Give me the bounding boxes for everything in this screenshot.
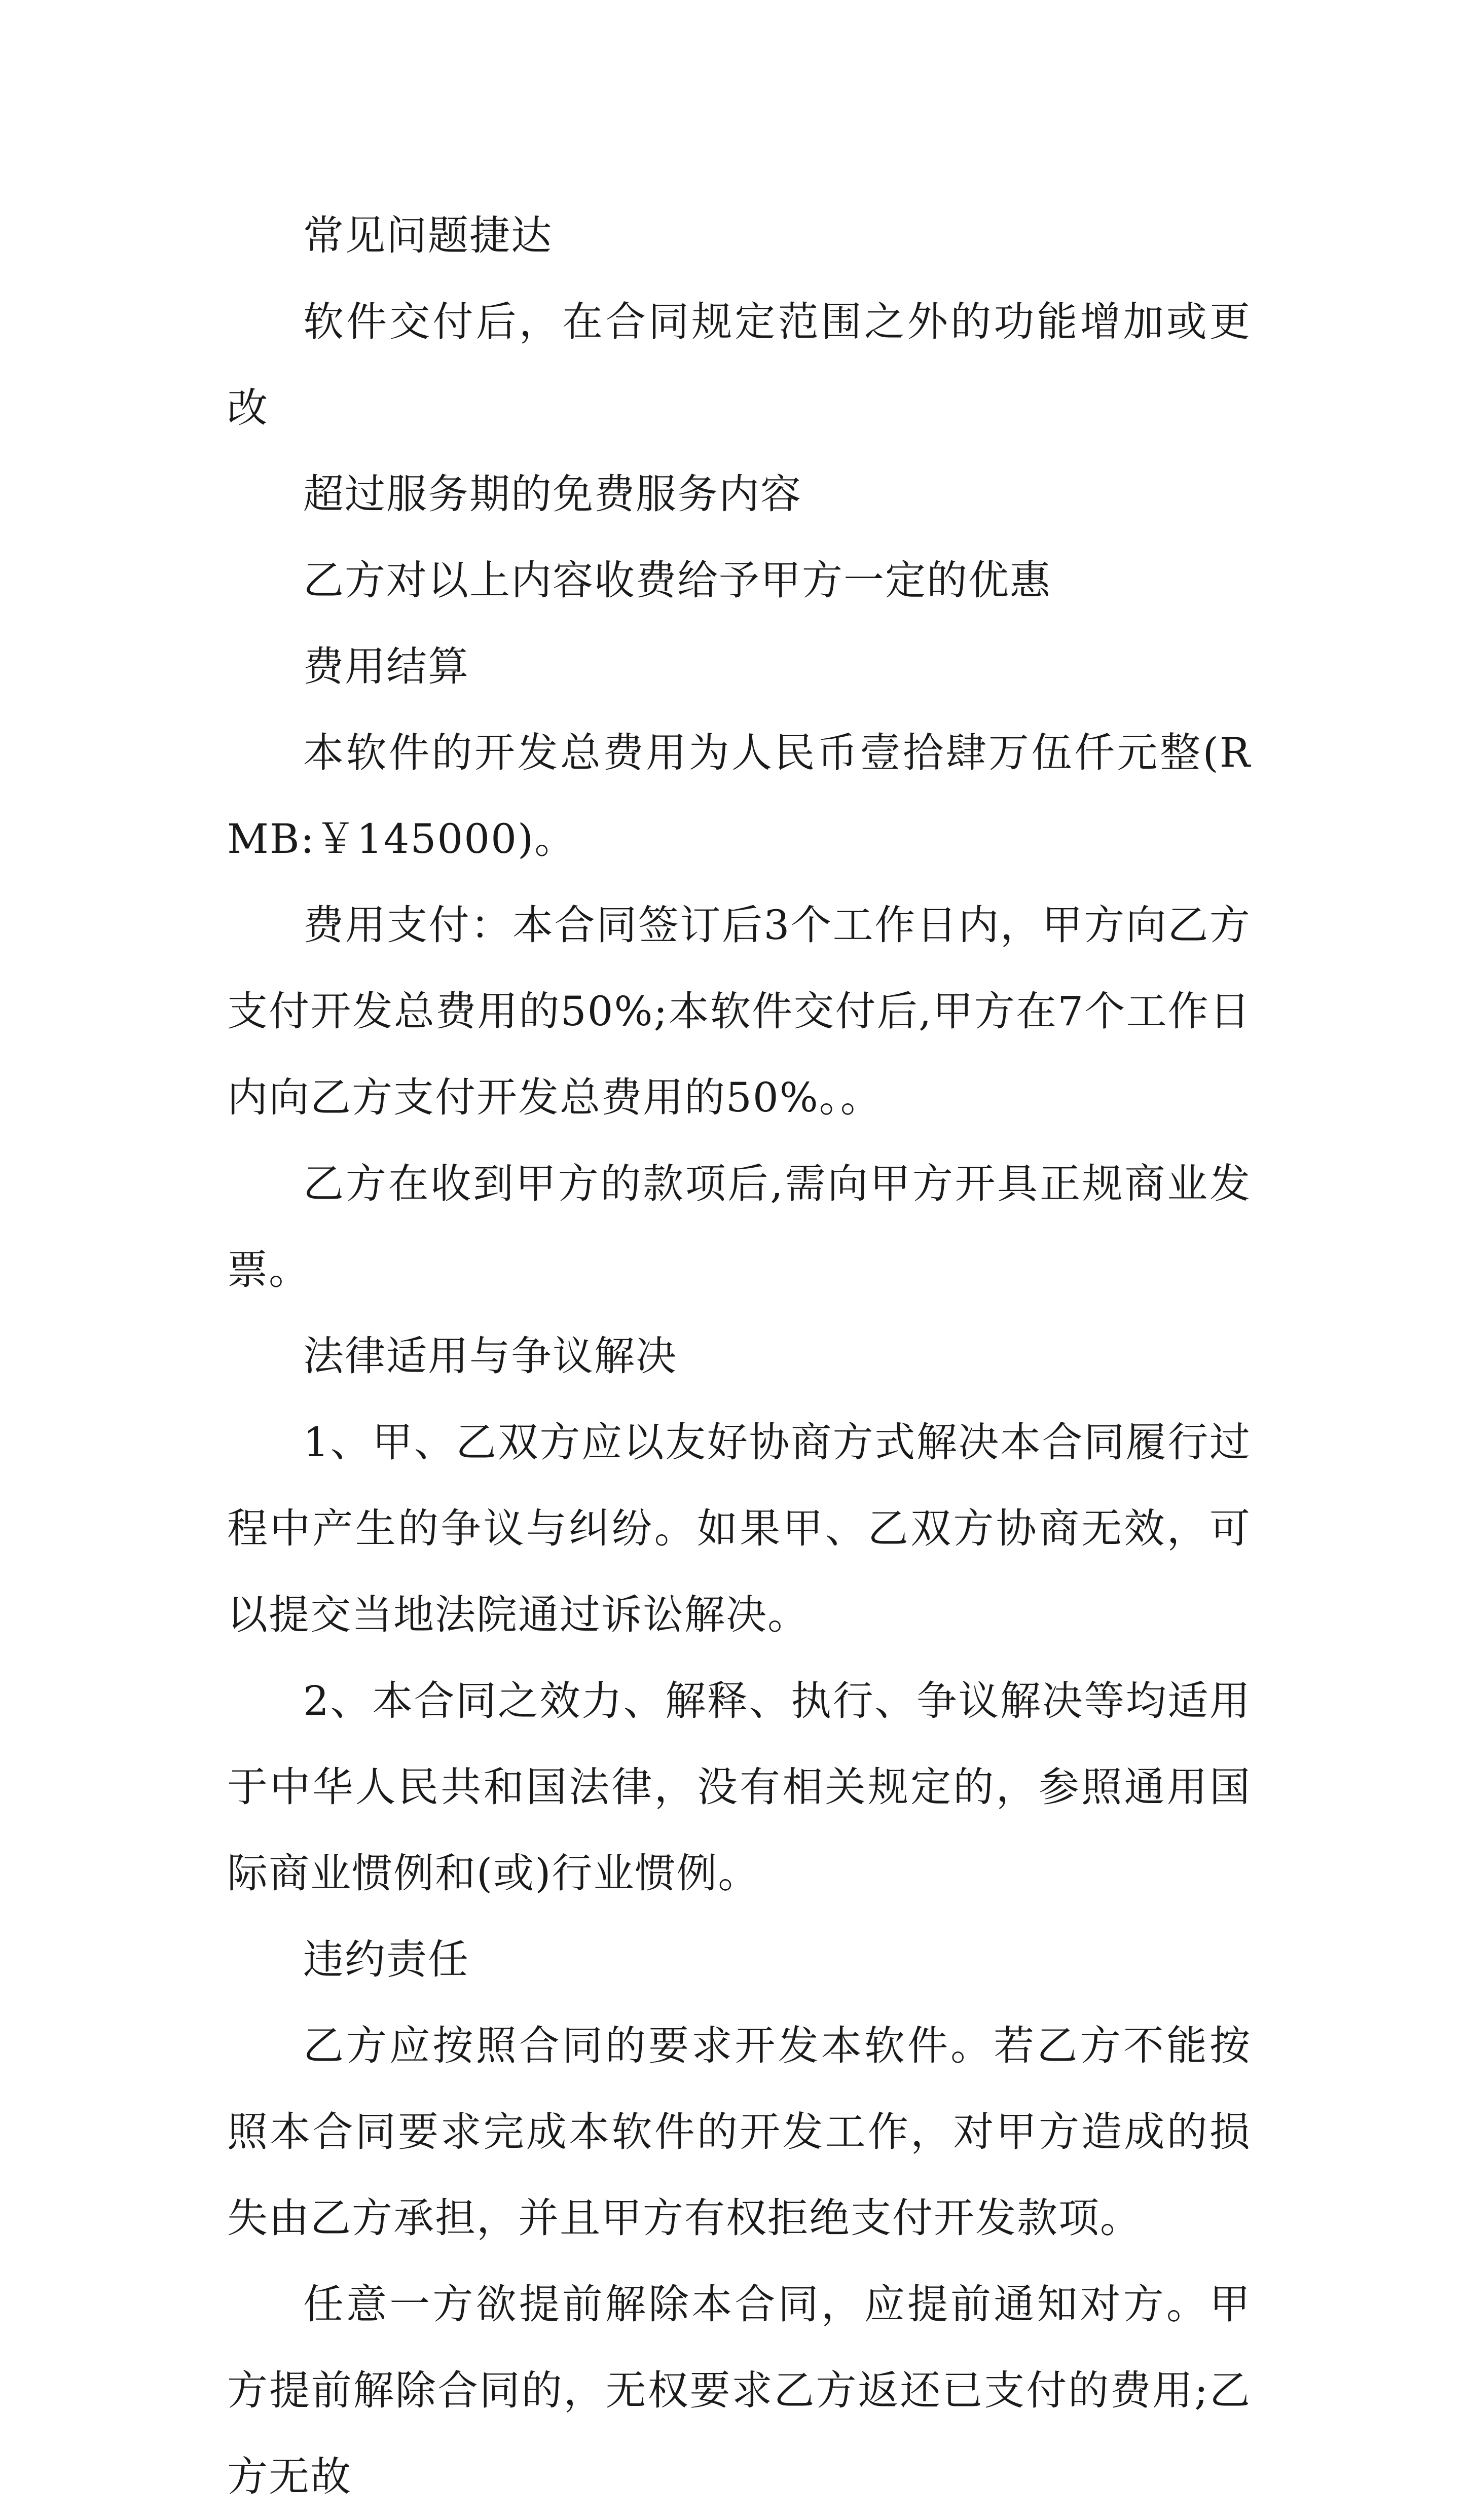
document-body bbox=[227, 193, 1251, 2520]
paragraph-free-service: 超过服务期的免费服务内容 bbox=[303, 471, 802, 518]
section-heading-breach: 违约责任 bbox=[303, 1936, 469, 1983]
paragraph-discount: 乙方对以上内容收费给予甲方一定的优惠 bbox=[303, 557, 1051, 604]
paragraph-dispute-2: 2、本合同之效力、解释、执行、争议解决等均适用于中华人民共和国法律，没有相关规定的，参照通用国际商业惯例和(或)行业惯例。 bbox=[227, 1677, 1251, 1897]
paragraph-feature-change: 软件交付后，在合同规定范围之外的功能增加或更改 bbox=[227, 298, 1251, 431]
paragraph-termination: 任意一方欲提前解除本合同，应提前通知对方。甲方提前解除合同的，无权要求乙方返还已支付的费用;乙方无故 bbox=[227, 2281, 1251, 2500]
section-heading-settlement: 费用结算 bbox=[303, 643, 469, 690]
paragraph-invoice: 乙方在收到甲方的款项后,需向甲方开具正规商业发票。 bbox=[227, 1160, 1251, 1293]
paragraph-breach-1: 乙方应按照合同的要求开发本软件。若乙方不能按照本合同要求完成本软件的开发工作，对甲方造成的损失由乙方承担，并且甲方有权拒绝支付开发款项。 bbox=[227, 2022, 1251, 2242]
paragraph-payment: 费用支付：本合同签订后3个工作日内，甲方向乙方支付开发总费用的50%;本软件交付后,甲方在7个工作日内向乙方支付开发总费用的50%。。 bbox=[227, 902, 1251, 1121]
paragraph-dispute-1: 1、甲、乙双方应以友好协商方式解决本合同履行过程中产生的争议与纠纷。如果甲、乙双方协商无效，可以提交当地法院通过诉讼解决。 bbox=[227, 1419, 1251, 1638]
section-heading-faq: 常见问题捷达 bbox=[303, 212, 553, 259]
section-heading-law: 法律适用与争议解决 bbox=[303, 1333, 677, 1380]
paragraph-total-cost: 本软件的开发总费用为人民币壹拾肆万伍仟元整(RMB:￥145000)。 bbox=[227, 729, 1251, 862]
